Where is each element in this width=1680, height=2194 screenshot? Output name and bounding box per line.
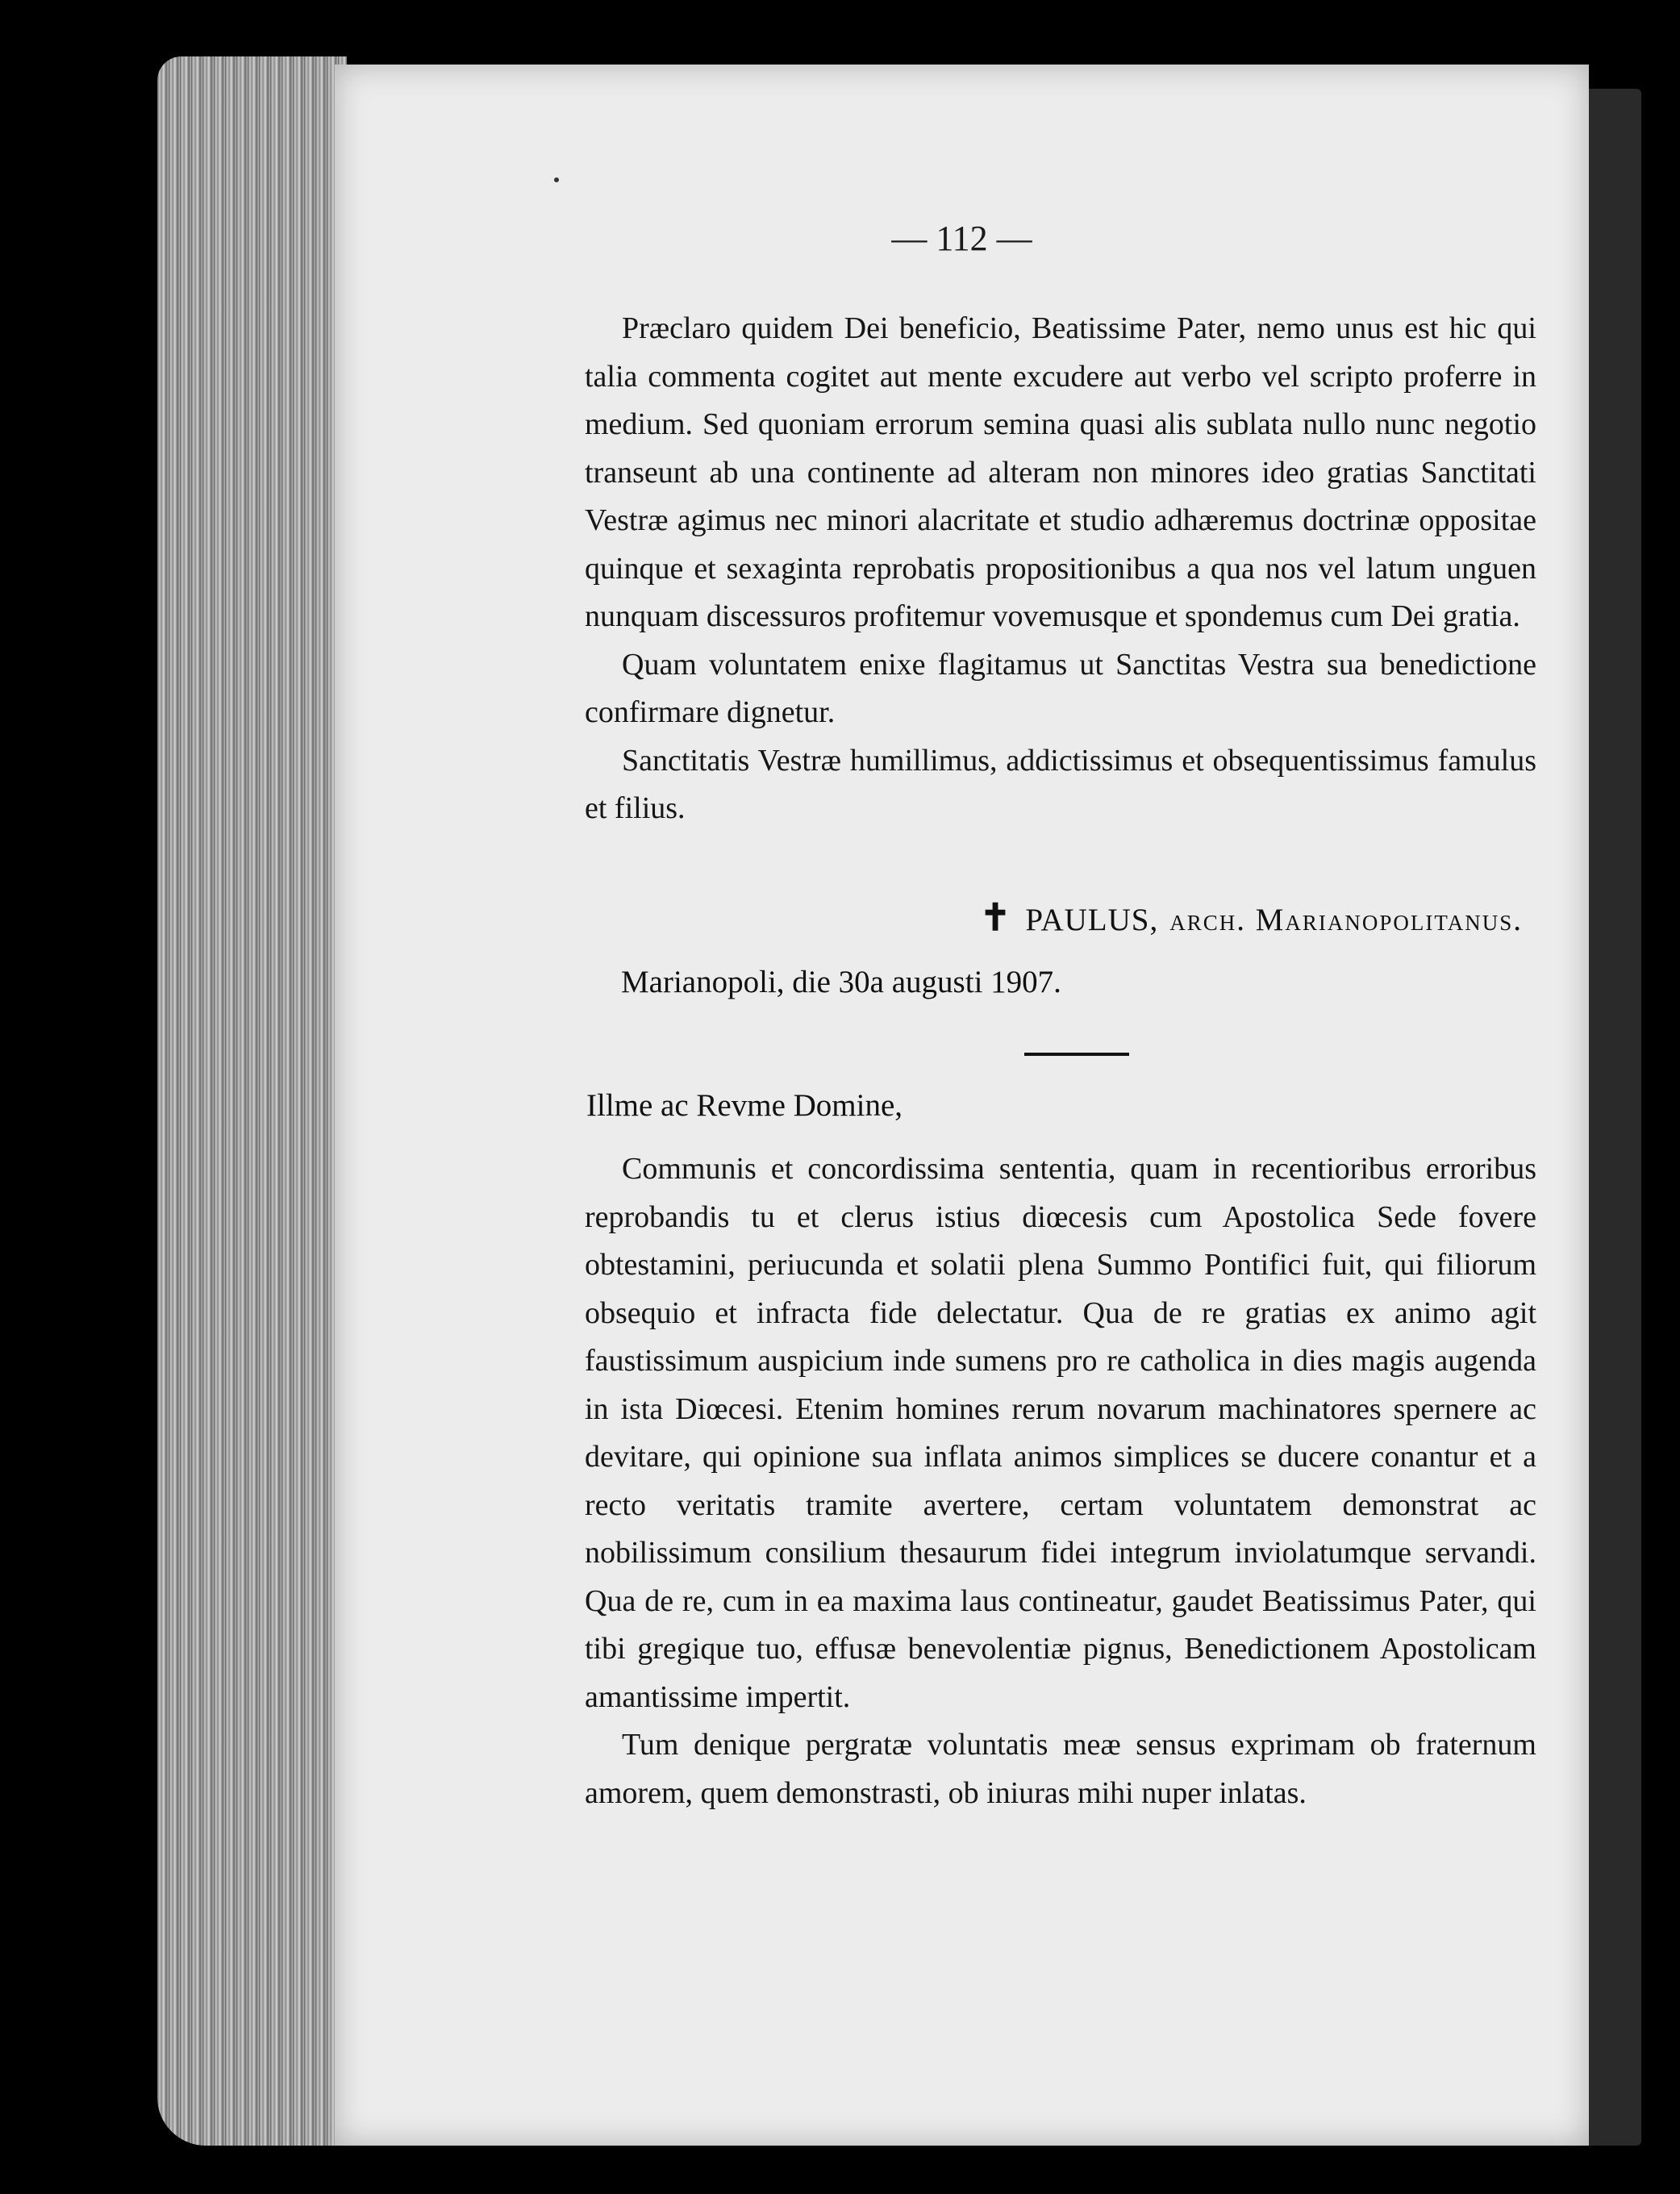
paragraph: Tum denique pergratæ voluntatis meæ sensus exprimam ob fraternum amorem, quem demonstrasti, ob iniuras mihi nuper inlatas. [585, 1728, 1536, 1810]
letter-two-body [585, 1145, 1536, 1817]
paragraph: Præclaro quidem Dei beneficio, Beatissime Pater, nemo unus est hic qui talia commenta cogitet aut mente excudere aut verbo vel scripto proferre in medium. Sed quoniam errorum semina quasi alis sublata nullo nunc negotio transeunt ab una continente ad alteram non minores ideo gratias Sanctitati Vestræ agimus nec minori alacritate et studio adhæremus doctrinæ oppositae quinque et sexaginta reprobatis propositionibus a qua nos vel latum unguen nunquam discessuros profitemur vovemusque et spondemus cum Dei gratia. [585, 311, 1536, 633]
paragraph: Quam voluntatem enixe flagitamus ut Sanctitas Vestra sua benedictione confirmare dignetur. [585, 647, 1536, 729]
book-page [335, 65, 1589, 2146]
date-line: Marianopoli, die 30a augusti 1907. [621, 965, 1061, 999]
signature-name: PAULUS, [1025, 903, 1159, 937]
salutation: Illme ac Revme Domine, [586, 1088, 903, 1123]
signature [980, 895, 1523, 939]
paragraph: Sanctitatis Vestræ humillimus, addictissimus et obsequentissimus famulus et filius. [585, 743, 1536, 825]
paragraph: Communis et concordissima sententia, quam in recentioribus erroribus reprobandis tu et clerus istius diœcesis cum Apostolica Sede fovere obtestamini, periucunda et solatii plena Summo Pontifici fuit, qui filiorum obsequio et infracta fide delectatur. Qua de re gratias ex animo agit faustissimum auspicium inde sumens pro re catholica in dies magis augenda in ista Diœcesi. Etenim homines rerum novarum machinatores spernere ac devitare, qui opinione sua inflata animos simplices se ducere conantur et a recto veritatis tramite avertere, certam voluntatem demonstrat ac nobilissimum consilium thesaurum fidei integrum inviolatumque servandi. Qua de re, cum in ea maxima laus contineatur, gaudet Beatissimus Pater, qui tibi gregique tuo, effusæ benevolentiæ pignus, Benedictionem Apostolicam amantissime impertit. [585, 1152, 1536, 1714]
signature-title: arch. Marianopolitanus. [1169, 903, 1523, 937]
book-edge-left [157, 56, 347, 2146]
page-number: — 112 — [891, 219, 1032, 258]
letter-one-body [585, 305, 1536, 833]
ink-speck [554, 177, 559, 182]
section-divider [1024, 1053, 1129, 1056]
cross-icon: ✝ [979, 897, 1011, 938]
